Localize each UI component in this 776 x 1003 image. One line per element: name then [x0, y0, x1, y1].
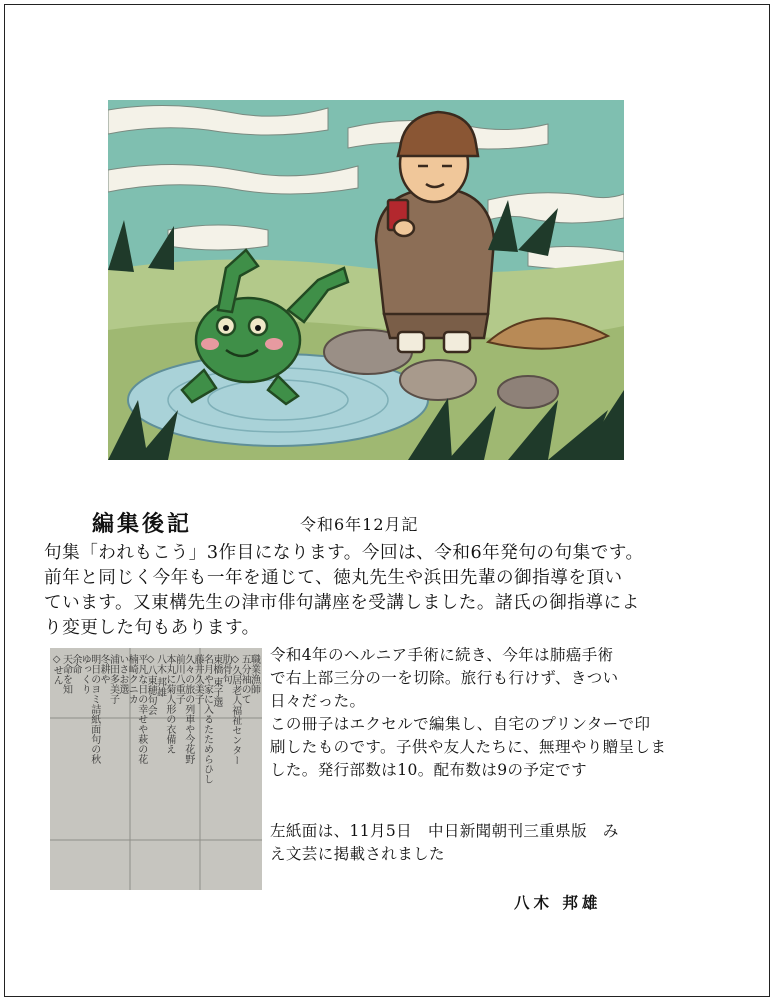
intro-paragraph — [44, 541, 734, 641]
body-paragraph — [270, 644, 730, 782]
clipping-column-text: 本丸に菊人形の衣備え — [163, 654, 175, 754]
body-line: 日々だった。 — [270, 692, 366, 710]
clipping-column-text: 五分袖のて — [239, 654, 251, 704]
body-line: 令和4年のヘルニア手術に続き、今年は肺癌手術 — [270, 646, 614, 664]
intro-line: 句集「われもこう」3作目になります。今回は、令和6年発句の句集です。 — [44, 543, 644, 563]
intro-line: ています。又東構先生の津市俳句講座を受講しました。諸氏の御指導によ — [44, 593, 640, 613]
clipping-column-text: 前川八重子 — [173, 654, 185, 704]
haiku-poet-frog-illustration — [108, 100, 624, 460]
clipping-column-text: ◇久居老人福祉センター — [229, 654, 241, 765]
intro-line: 前年と同じく今年も一年を通じて、徳丸先生や浜田先輩の御指導を頂い — [44, 568, 623, 588]
clipping-column-text: 浦田多美子 — [107, 654, 119, 704]
body-line: で右上部三分の一を切除。旅行も行けず、きつい — [270, 669, 619, 687]
body-line: 刷したものです。子供や友人たちに、無理やり贈呈しま — [270, 738, 667, 756]
body-line: この冊子はエクセルで編集し、自宅のプリンターで印 — [270, 715, 651, 733]
clipping-column-text: 平凡な日の幸せや萩の花 — [135, 654, 147, 764]
clipping-column-text: 余命 — [69, 654, 81, 674]
note-line: 左紙面は、11月5日 中日新聞朝刊三重県版 み — [270, 822, 619, 840]
afterword-heading: 編集後記 — [92, 511, 193, 537]
clipping-column-text: ゆっくり — [79, 654, 91, 694]
afterword-date: 令和6年12月記 — [300, 515, 419, 534]
clipping-column-text: 冬耕や — [98, 654, 110, 684]
newspaper-clipping-photo — [50, 648, 262, 890]
note-line: え文芸に掲載されました — [270, 845, 445, 863]
clipping-column-text: ◇せん — [51, 654, 63, 685]
clipping-column-text: 天命を知 — [60, 654, 72, 694]
clipping-column-text: 楠崎クニカ — [126, 654, 138, 704]
clipping-note — [270, 820, 730, 866]
clipping-column-text: 久々の旅の列車や今花野 — [182, 654, 194, 764]
clipping-column-text: 東橋 東子選 — [210, 654, 222, 708]
body-line: した。発行部数は10。配布数は9の予定です — [270, 761, 587, 779]
clipping-column-text: いさお選 — [116, 654, 128, 694]
clipping-column-text: 肋骨句 — [220, 654, 232, 684]
clipping-column-text: 職業漁師 — [248, 654, 260, 694]
clipping-column-text: 名月や家に入るたためらひし — [201, 654, 213, 784]
clipping-column-text: 藤井久美子 — [192, 654, 204, 704]
clipping-column-text: 八木 邦雄 — [154, 654, 166, 698]
clipping-column-text: 明日のヨミ詰紙面句の秋 — [88, 654, 100, 764]
clipping-column-text: ◇八東穂句会 — [145, 654, 157, 715]
author-name: 八木 邦雄 — [514, 893, 602, 912]
intro-line: り変更した句もあります。 — [44, 618, 260, 638]
